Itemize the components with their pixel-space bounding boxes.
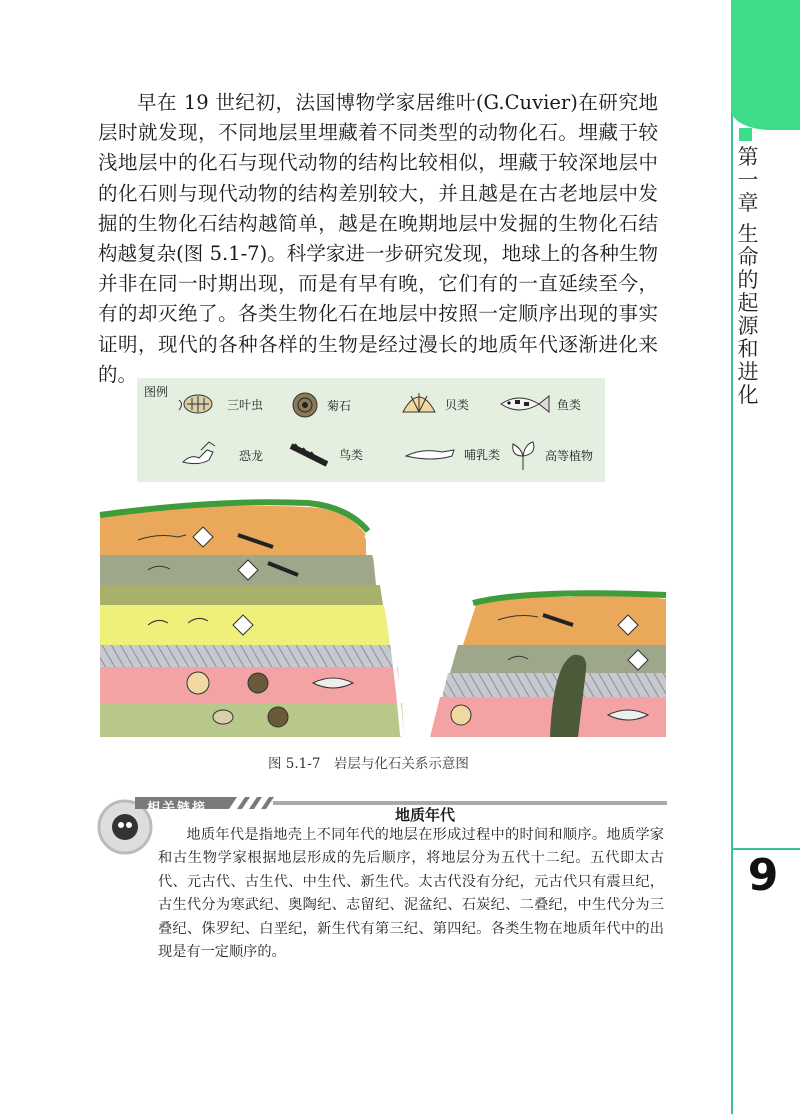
plant-icon (507, 438, 539, 472)
dinosaur-icon (179, 440, 233, 470)
fish-icon (497, 392, 551, 416)
legend-item-ammonite: 菊石 (289, 390, 351, 420)
figure-caption: 图 5.1-7 岩层与化石关系示意图 (268, 756, 469, 772)
legend-item-mammal: 哺乳类 (402, 442, 500, 466)
legend-item-plant: 高等植物 (507, 438, 593, 472)
chapter-marker-square (739, 128, 752, 141)
bird-icon (287, 440, 333, 468)
mammal-icon (402, 442, 458, 466)
legend-title: 图例 (144, 385, 169, 399)
rock-layers-figure (98, 495, 668, 740)
main-text (98, 88, 658, 390)
main-paragraph: 早在 19 世纪初，法国博物学家居维叶(G.Cuvier)在研究地层时就发现，不同地层里埋藏着不同类型的动物化石。埋藏于较浅地层中的化石与现代动物的结构比较相似，埋藏于较深地层中的化石则与现代动物的结构差别较大，并且越是在古老地层中发掘的生物化石结构越简单，越是在晚期地层中发掘的生物化石结构越复杂(图 5.1-7)。科学家进一步研究发现，地球上的各种生物并非在同一时期出现，而是有早有晚，它们有的一直延续至今，有的却灭绝了。各类生物化石在地层中按照一定顺序出现的事实证明，现代的各种各样的生物是经过漫长的地质年代逐渐进化来的。 (98, 91, 658, 386)
page-number: 9 (747, 850, 779, 901)
shell-icon (399, 388, 439, 420)
fossil-ammonite-1 (268, 707, 288, 727)
related-link-label: 相关链接 (147, 801, 208, 816)
layer-green-left (100, 703, 404, 737)
legend-item-bird: 鸟类 (287, 440, 363, 468)
related-link-paragraph: 地质年代是指地壳上不同年代的地层在形成过程中的时间和顺序。地质学家和古生物学家根据地层形成的先后顺序，将地层分为五代十二纪。五代即太古代、元古代、古生代、中生代、新生代。太古代没有分纪，元古代只有震旦纪，古生代分为寒武纪、奥陶纪、志留纪、泥盆纪、石炭纪、二叠纪，中生代分为三叠纪、侏罗纪、白垩纪，新生代有第三纪、第四纪。各类生物在地质年代中的出现是有一定顺序的。 (158, 827, 664, 961)
mascot-icon (112, 814, 138, 840)
fossil-ammonite-2 (248, 673, 268, 693)
layer-hatched-right (442, 673, 666, 697)
legend-item-trilobite: 三叶虫 (175, 390, 263, 418)
fossil-trilobite (213, 710, 233, 724)
legend-item-dinosaur: 恐龙 (179, 440, 263, 470)
layer-hatched-left (100, 645, 395, 667)
related-link-body (158, 824, 664, 964)
related-link-heading: 地质年代 (395, 806, 456, 824)
legend-item-shell: 贝类 (399, 388, 469, 420)
sidebar-green-block (731, 0, 800, 130)
fossil-shell-2 (451, 705, 471, 725)
trilobite-icon (175, 390, 221, 418)
legend-item-fish: 鱼类 (497, 392, 581, 416)
figure-legend (137, 378, 605, 482)
layer-orange-left (100, 506, 366, 555)
chapter-title: 第 一 章 生 命 的 起 源 和 进 化 (737, 145, 759, 407)
layer-olive-left (100, 585, 383, 605)
sidebar-rule (731, 0, 733, 1114)
ammonite-icon (289, 390, 321, 420)
fossil-shell-1 (187, 672, 209, 694)
